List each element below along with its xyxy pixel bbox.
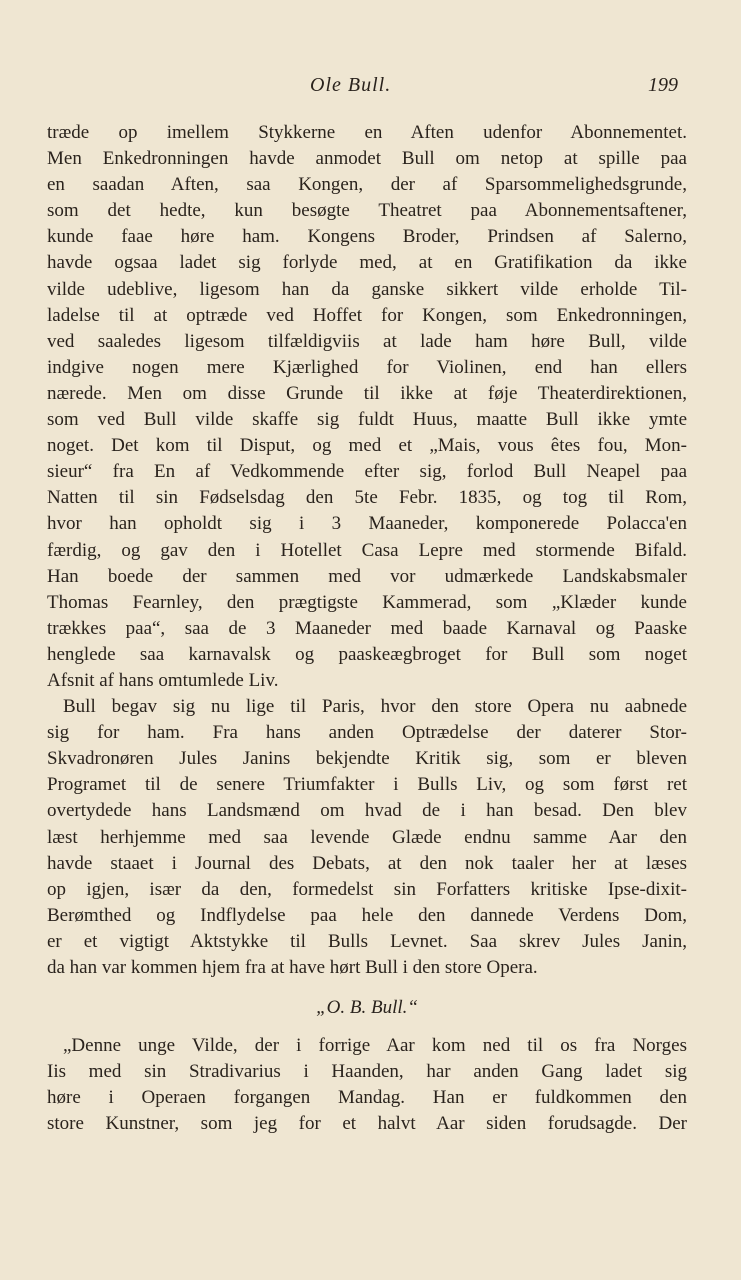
text-line: indgive nogen mere Kjærlighed for Violinen, end han ellers — [47, 356, 687, 378]
text-line: Berømthed og Indflydelse paa hele den dannede Verdens Dom, — [47, 904, 687, 926]
text-line: vilde udeblive, ligesom han da ganske sikkert vilde erholde Til- — [47, 278, 687, 300]
quote-line: Iis med sin Stradivarius i Haanden, har anden Gang ladet sig — [47, 1061, 687, 1083]
text-line: Programet til de senere Triumfakter i Bulls Liv, og som først ret — [47, 774, 687, 796]
text-line: Afsnit af hans omtumlede Liv. — [47, 669, 279, 691]
quote-heading: „O. B. Bull.“ — [316, 997, 418, 1019]
text-line: da han var kommen hjem fra at have hørt Bull i den store Opera. — [47, 957, 538, 978]
text-line: Han boede der sammen med vor udmærkede Landskabsmaler — [47, 565, 687, 587]
text-line: en saadan Aften, saa Kongen, der af Sparsommelighedsgrunde, — [47, 174, 687, 196]
text-line: havde staaet i Journal des Debats, at den nok taaler her at læses — [47, 852, 687, 874]
text-line: som det hedte, kun besøgte Theatret paa Abonnementsaftener, — [47, 200, 687, 222]
text-line: henglede saa karnavalsk og paaskeægbroget for Bull som noget — [47, 643, 687, 665]
text-line: kunde faae høre ham. Kongens Broder, Prindsen af Salerno, — [47, 226, 687, 248]
text-line: Natten til sin Fødselsdag den 5te Febr. 1835, og tog til Rom, — [47, 487, 687, 509]
quote-line: „Denne unge Vilde, der i forrige Aar kom ned til os fra Norges — [63, 1035, 687, 1057]
text-line: Bull begav sig nu lige til Paris, hvor den store Opera nu aabnede — [63, 696, 687, 718]
text-line: som ved Bull vilde skaffe sig fuldt Huus, maatte Bull ikke ymte — [47, 409, 687, 431]
page-number: 199 — [648, 74, 678, 96]
text-line: Thomas Fearnley, den prægtigste Kammerad, som „Klæder kunde — [47, 591, 687, 613]
text-line: nærede. Men om disse Grunde til ikke at føje Theaterdirektionen, — [47, 382, 687, 404]
running-title: Ole Bull. — [310, 74, 392, 96]
text-line: trækkes paa“, saa de 3 Maaneder med baade Karnaval og Paaske — [47, 617, 687, 639]
body-text — [47, 120, 687, 1138]
text-line: Skvadronøren Jules Janins bekjendte Kritik sig, som er bleven — [47, 748, 687, 770]
text-line: noget. Det kom til Disput, og med et „Mais, vous êtes fou, Mon- — [47, 435, 687, 457]
quote-line: store Kunstner, som jeg for et halvt Aar siden forudsagde. Der — [47, 1113, 687, 1135]
text-line: sieur“ fra En af Vedkommende efter sig, forlod Bull Neapel paa — [47, 461, 687, 483]
text-line: havde ogsaa ladet sig forlyde med, at en Gratifikation da ikke — [47, 252, 687, 274]
quote-line: høre i Operaen forgangen Mandag. Han er fuldkommen den — [47, 1087, 687, 1109]
text-line: op igjen, især da den, formedelst sin Forfatters kritiske Ipse-dixit- — [47, 878, 687, 900]
text-line: ved saaledes ligesom tilfældigviis at lade ham høre Bull, vilde — [47, 330, 687, 352]
text-line: er et vigtigt Aktstykke til Bulls Levnet. Saa skrev Jules Janin, — [47, 930, 687, 952]
text-line: træde op imellem Stykkerne en Aften udenfor Abonnementet. — [47, 122, 687, 143]
text-line: overtydede hans Landsmænd om hvad de i han besad. Den blev — [47, 800, 687, 822]
text-line: læst herhjemme med saa levende Glæde endnu samme Aar den — [47, 826, 687, 848]
page-header — [0, 74, 741, 104]
text-line: Men Enkedronningen havde anmodet Bull om netop at spille paa — [47, 148, 687, 170]
text-line: sig for ham. Fra hans anden Optrædelse der daterer Stor- — [47, 722, 687, 744]
text-line: færdig, og gav den i Hotellet Casa Lepre med stormende Bifald. — [47, 539, 687, 561]
text-line: ladelse til at optræde ved Hoffet for Kongen, som Enkedronningen, — [47, 304, 687, 326]
text-line: hvor han opholdt sig i 3 Maaneder, komponerede Polacca'en — [47, 513, 687, 535]
